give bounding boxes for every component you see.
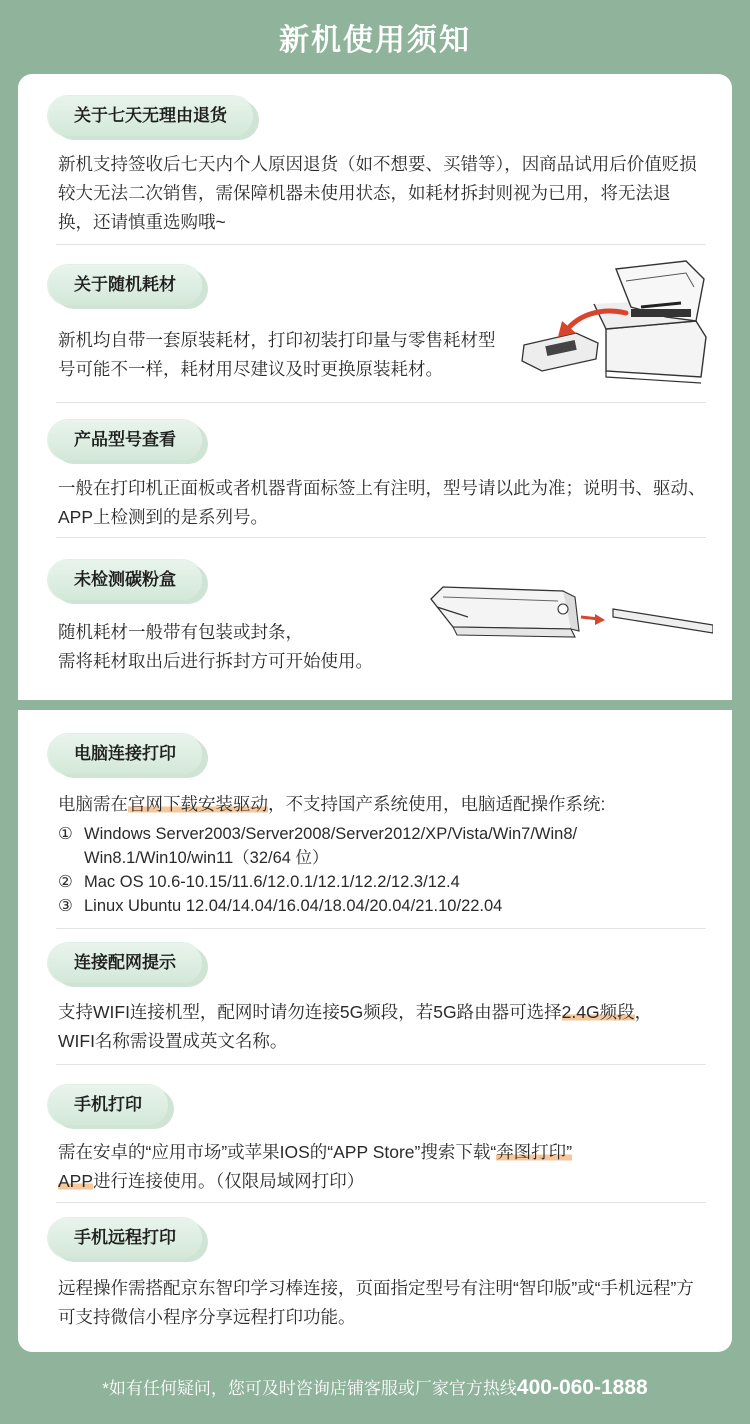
section-title-bundled-consumables: 关于随机耗材 xyxy=(48,265,202,305)
pc-intro-highlight: 官网下载安装驱动 xyxy=(128,794,268,814)
divider xyxy=(56,1064,706,1065)
model-check-text: 一般在打印机正面板或者机器背面标签上有注明，型号请以此为准；说明书、驱动、APP上检测到的是系列号。 xyxy=(58,478,706,527)
info-card-bottom xyxy=(18,710,732,1352)
printer-cartridge-illustration xyxy=(506,259,716,389)
bundled-consumables-text: 新机均自带一套原装耗材，打印初装打印量与零售耗材型号可能不一样，耗材用尽建议及时更换原装耗材。 xyxy=(58,330,496,379)
os-list-item: ① Windows Server2003/Server2008/Server2012/XP/Vista/Win7/Win8/ xyxy=(58,825,578,843)
pc-intro-post: ，不支持国产系统使用，电脑适配操作系统: xyxy=(268,794,606,814)
page-title: 新机使用须知 xyxy=(279,24,471,57)
divider xyxy=(56,928,706,929)
section-title-remote-printing: 手机远程打印 xyxy=(48,1218,202,1258)
footer-note-text: *如有任何疑问，您可及时咨询店铺客服或厂家官方热线 xyxy=(102,1379,517,1398)
toner-text-line2: 需将耗材取出后进行拆封方可开始使用。 xyxy=(58,651,373,671)
footer-note xyxy=(0,1370,750,1407)
divider xyxy=(56,402,706,403)
return-policy-text: 新机支持签收后七天内个人原因退货（如不想要、买错等），因商品试用后价值贬损较大无法二次销售，需保障机器未使用状态，如耗材拆封则视为已用，将无法退换，还请慎重选购哦~ xyxy=(58,154,697,232)
mobile-printing-text: 需在安卓的“应用市场”或苹果IOS的“APP Store”搜索下载“奔图打印” APP进行连接使用。（仅限局域网打印） xyxy=(58,1142,573,1191)
network-tips-text: 支持WIFI连接机型，配网时请勿连接5G频段，若5G路由器可选择2.4G频段， WIFI名称需设置成英文名称。 xyxy=(58,1002,653,1051)
pc-intro-pre: 电脑需在 xyxy=(58,794,128,814)
section-title-mobile-printing: 手机打印 xyxy=(48,1085,168,1125)
section-title-pc-printing: 电脑连接打印 xyxy=(48,734,202,774)
info-card-top xyxy=(18,74,732,700)
toner-not-detected-text xyxy=(58,618,418,676)
os-list xyxy=(58,822,718,918)
section-title-model-check: 产品型号查看 xyxy=(48,420,202,460)
divider xyxy=(56,537,706,538)
section-title-return-policy: 关于七天无理由退货 xyxy=(48,96,253,136)
hotline-number: 400-060-1888 xyxy=(516,1376,648,1399)
toner-cartridge-seal-illustration xyxy=(423,579,713,674)
divider xyxy=(56,244,706,245)
section-title-network-tips: 连接配网提示 xyxy=(48,943,202,983)
app-highlight: APP xyxy=(58,1171,94,1191)
section-title-toner-not-detected: 未检测碳粉盒 xyxy=(48,560,202,600)
network-highlight: 2.4G频段 xyxy=(561,1002,635,1022)
remote-printing-text: 远程操作需搭配京东智印学习棒连接，页面指定型号有注明“智印版”或“手机远程”方可支持微信小程序分享远程打印功能。 xyxy=(58,1278,694,1327)
os-list-item: ③ Linux Ubuntu 12.04/14.04/16.04/18.04/20.04/21.10/22.04 xyxy=(58,897,503,915)
pc-printing-intro xyxy=(58,790,708,819)
mobile-app-highlight: 奔图打印 xyxy=(496,1142,567,1162)
divider xyxy=(56,1202,706,1203)
os-list-item: ② Mac OS 10.6-10.15/11.6/12.0.1/12.1/12.2/12.3/12.4 xyxy=(58,873,460,891)
os-list-item: Win8.1/Win10/win11（32/64 位） xyxy=(84,849,329,867)
toner-text-line1: 随机耗材一般带有包装或封条， xyxy=(58,622,303,642)
